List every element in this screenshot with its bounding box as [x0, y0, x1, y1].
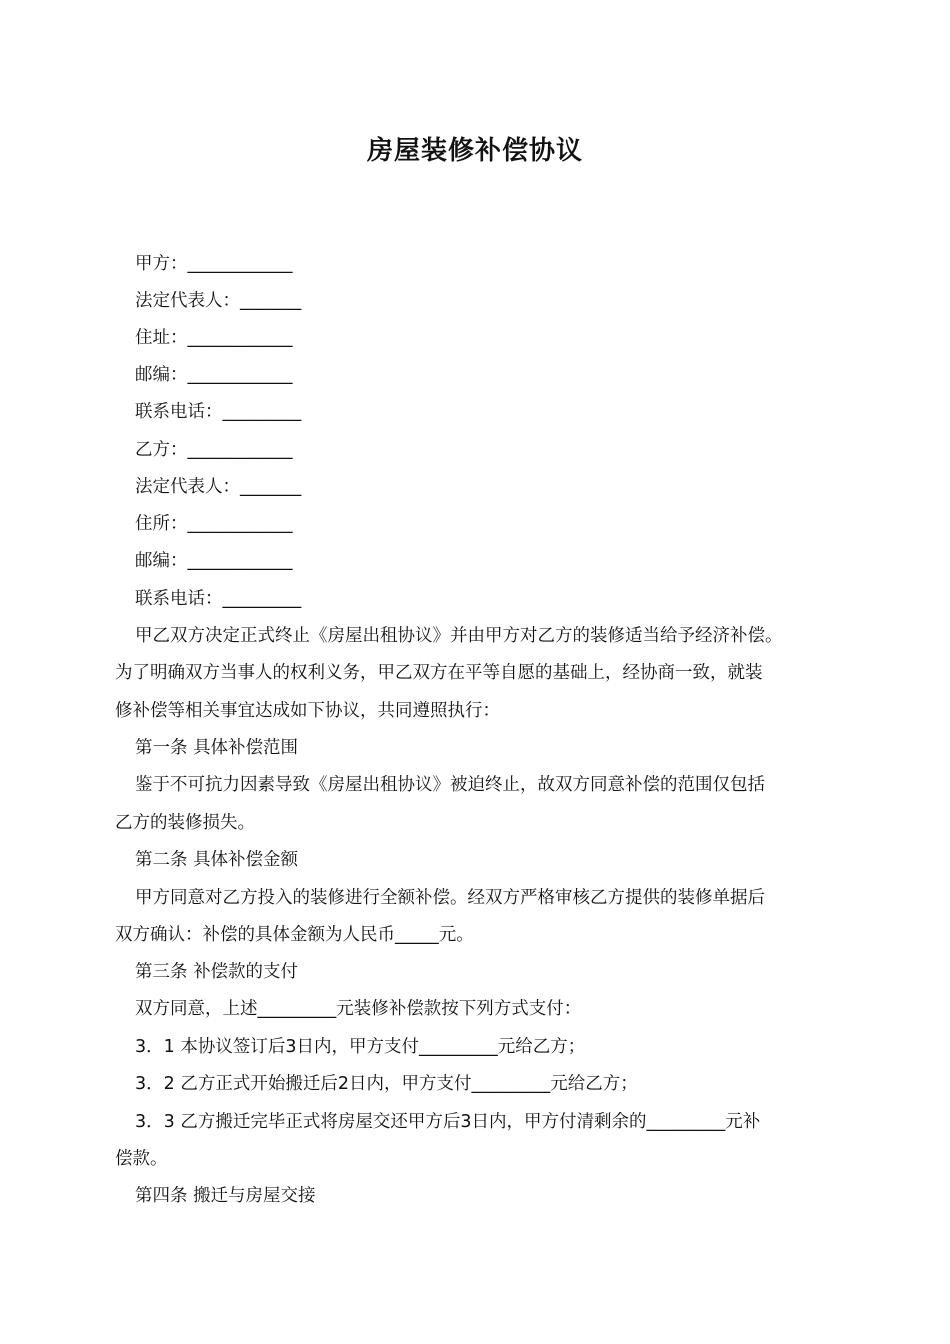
party-b-rep-label: 法定代表人：: [135, 477, 240, 497]
party-a-rep-field[interactable]: _______: [240, 291, 302, 311]
party-a-phone-line: [135, 398, 860, 426]
article-2-heading: 第二条 具体补偿金额: [135, 850, 299, 870]
party-a-zip-line: [135, 361, 860, 389]
party-b-address-label: 住所：: [135, 514, 188, 534]
party-b-rep-line: [135, 473, 860, 501]
article-2-line-2: 双方确认：补偿的具体金额为人民币_____元。: [115, 925, 474, 945]
party-a-rep-line: [135, 287, 860, 315]
party-a-address-field[interactable]: ____________: [187, 328, 293, 348]
party-b-name-field[interactable]: ____________: [187, 440, 293, 460]
intro-line-2: 为了明确双方当事人的权利义务，甲乙双方在平等自愿的基础上，经协商一致，就装: [115, 663, 763, 683]
party-b-phone-field[interactable]: _________: [222, 589, 302, 609]
party-a-phone-label: 联系电话：: [135, 402, 223, 422]
article-3-item-2: 3．2 乙方正式开始搬迁后2日内，甲方支付_________元给乙方；: [135, 1074, 638, 1094]
article-1-line-2: 乙方的装修损失。: [115, 813, 255, 833]
party-a-zip-label: 邮编：: [135, 365, 188, 385]
party-a-address-label: 住址：: [135, 328, 188, 348]
party-a-zip-field[interactable]: ____________: [187, 365, 293, 385]
intro-line-1: 甲乙双方决定正式终止《房屋出租协议》并由甲方对乙方的装修适当给予经济补偿。: [135, 626, 783, 646]
article-3-item-3-b: 偿款。: [115, 1149, 168, 1169]
party-b-address-field[interactable]: ____________: [187, 514, 293, 534]
article-3-heading: 第三条 补偿款的支付: [135, 962, 299, 982]
party-b-address-line: [135, 510, 860, 538]
party-a-name-line: [135, 250, 860, 278]
party-b-phone-line: [135, 585, 860, 613]
party-b-zip-label: 邮编：: [135, 551, 188, 571]
party-a-rep-label: 法定代表人：: [135, 291, 240, 311]
party-b-phone-label: 联系电话：: [135, 589, 223, 609]
article-1-line-1: 鉴于不可抗力因素导致《房屋出租协议》被迫终止，故双方同意补偿的范围仅包括: [135, 775, 765, 795]
article-3-item-3-a: 3．3 乙方搬迁完毕正式将房屋交还甲方后3日内，甲方付清剩余的_________元补: [135, 1112, 761, 1132]
party-b-zip-line: [135, 547, 860, 575]
article-1-heading: 第一条 具体补偿范围: [135, 738, 299, 758]
article-2-line-1: 甲方同意对乙方投入的装修进行全额补偿。经双方严格审核乙方提供的装修单据后: [135, 888, 765, 908]
party-a-name-label: 甲方：: [135, 254, 188, 274]
party-b-name-line: [135, 436, 860, 464]
intro-line-3: 修补偿等相关事宜达成如下协议，共同遵照执行：: [115, 701, 500, 721]
document-title: 房屋装修补偿协议: [366, 136, 583, 166]
article-3-item-1: 3．1 本协议签订后3日内，甲方支付_________元给乙方；: [135, 1037, 586, 1057]
party-a-name-field[interactable]: ____________: [187, 254, 293, 274]
article-3-line-1: 双方同意，上述_________元装修补偿款按下列方式支付：: [135, 999, 582, 1019]
party-a-address-line: [135, 324, 860, 352]
party-b-name-label: 乙方：: [135, 440, 188, 460]
article-4-heading: 第四条 搬迁与房屋交接: [135, 1186, 316, 1206]
party-b-zip-field[interactable]: ____________: [187, 551, 293, 571]
party-a-phone-field[interactable]: _________: [222, 402, 302, 422]
party-b-rep-field[interactable]: _______: [240, 477, 302, 497]
